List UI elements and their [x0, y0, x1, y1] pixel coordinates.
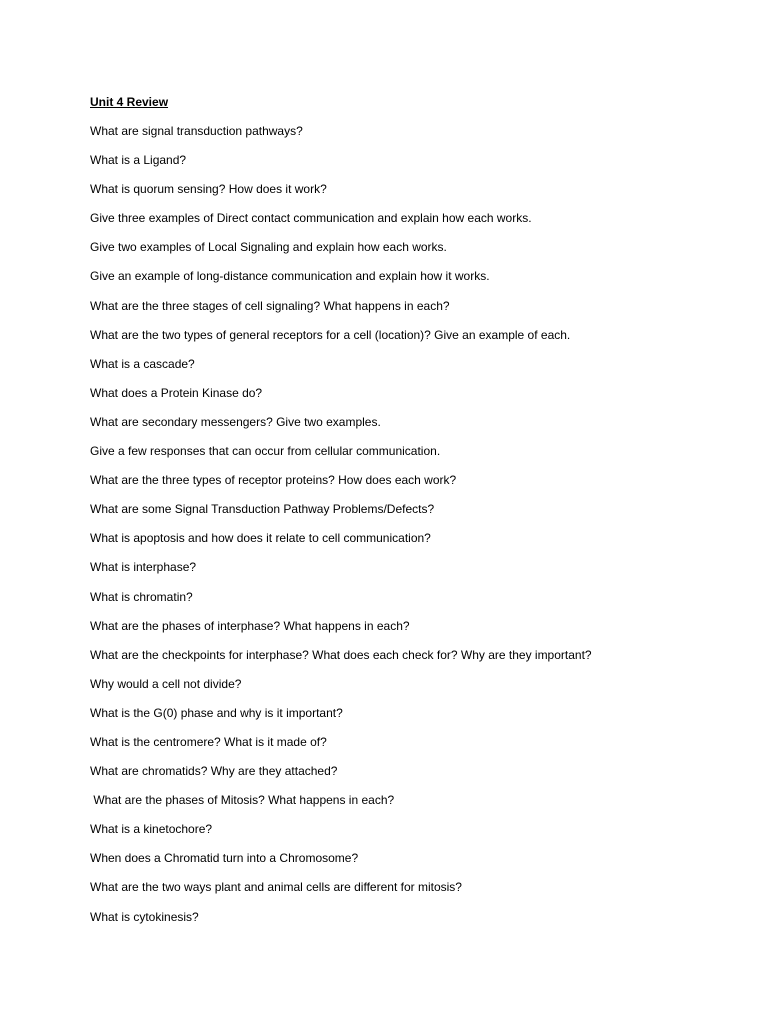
question-item: What are some Signal Transduction Pathway Problems/Defects? [90, 502, 435, 517]
question-item: What are the two types of general receptors for a cell (location)? Give an example of each. [90, 327, 571, 342]
question-item: What is apoptosis and how does it relate to cell communication? [90, 531, 431, 546]
question-item: What are signal transduction pathways? [90, 124, 303, 138]
document-body [90, 94, 730, 938]
question-item: What is chromatin? [90, 589, 193, 604]
question-item: What are chromatids? Why are they attached? [90, 764, 338, 779]
question-item: What is the G(0) phase and why is it important? [90, 705, 343, 720]
document-title: Unit 4 Review [90, 95, 169, 109]
question-item: What is a cascade? [90, 356, 195, 371]
question-item: Give three examples of Direct contact communication and explain how each works. [90, 211, 532, 226]
question-item: What are the checkpoints for interphase? What does each check for? Why are they important? [90, 647, 592, 662]
question-item: What is a kinetochore? [90, 822, 213, 837]
question-item: What is the centromere? What is it made of? [90, 734, 327, 749]
question-item: What are the three types of receptor proteins? How does each work? [90, 473, 457, 488]
question-item: When does a Chromatid turn into a Chromosome? [90, 851, 359, 866]
question-item: What is a Ligand? [90, 153, 187, 168]
question-item: What are the three stages of cell signaling? What happens in each? [90, 298, 450, 313]
question-item: What is interphase? [90, 560, 197, 575]
question-item: What does a Protein Kinase do? [90, 385, 263, 400]
question-item: Give two examples of Local Signaling and explain how each works. [90, 240, 447, 255]
question-item: Give an example of long-distance communication and explain how it works. [90, 269, 490, 284]
question-item: Why would a cell not divide? [90, 676, 242, 691]
question-item: What is quorum sensing? How does it work? [90, 182, 327, 197]
question-list [90, 123, 730, 925]
question-item: What are the phases of Mitosis? What happens in each? [90, 793, 395, 808]
question-item: Give a few responses that can occur from cellular communication. [90, 444, 441, 459]
question-item: What are the phases of interphase? What happens in each? [90, 618, 410, 633]
question-item: What are the two ways plant and animal cells are different for mitosis? [90, 880, 462, 895]
question-item: What is cytokinesis? [90, 909, 199, 924]
question-item: What are secondary messengers? Give two examples. [90, 414, 381, 429]
